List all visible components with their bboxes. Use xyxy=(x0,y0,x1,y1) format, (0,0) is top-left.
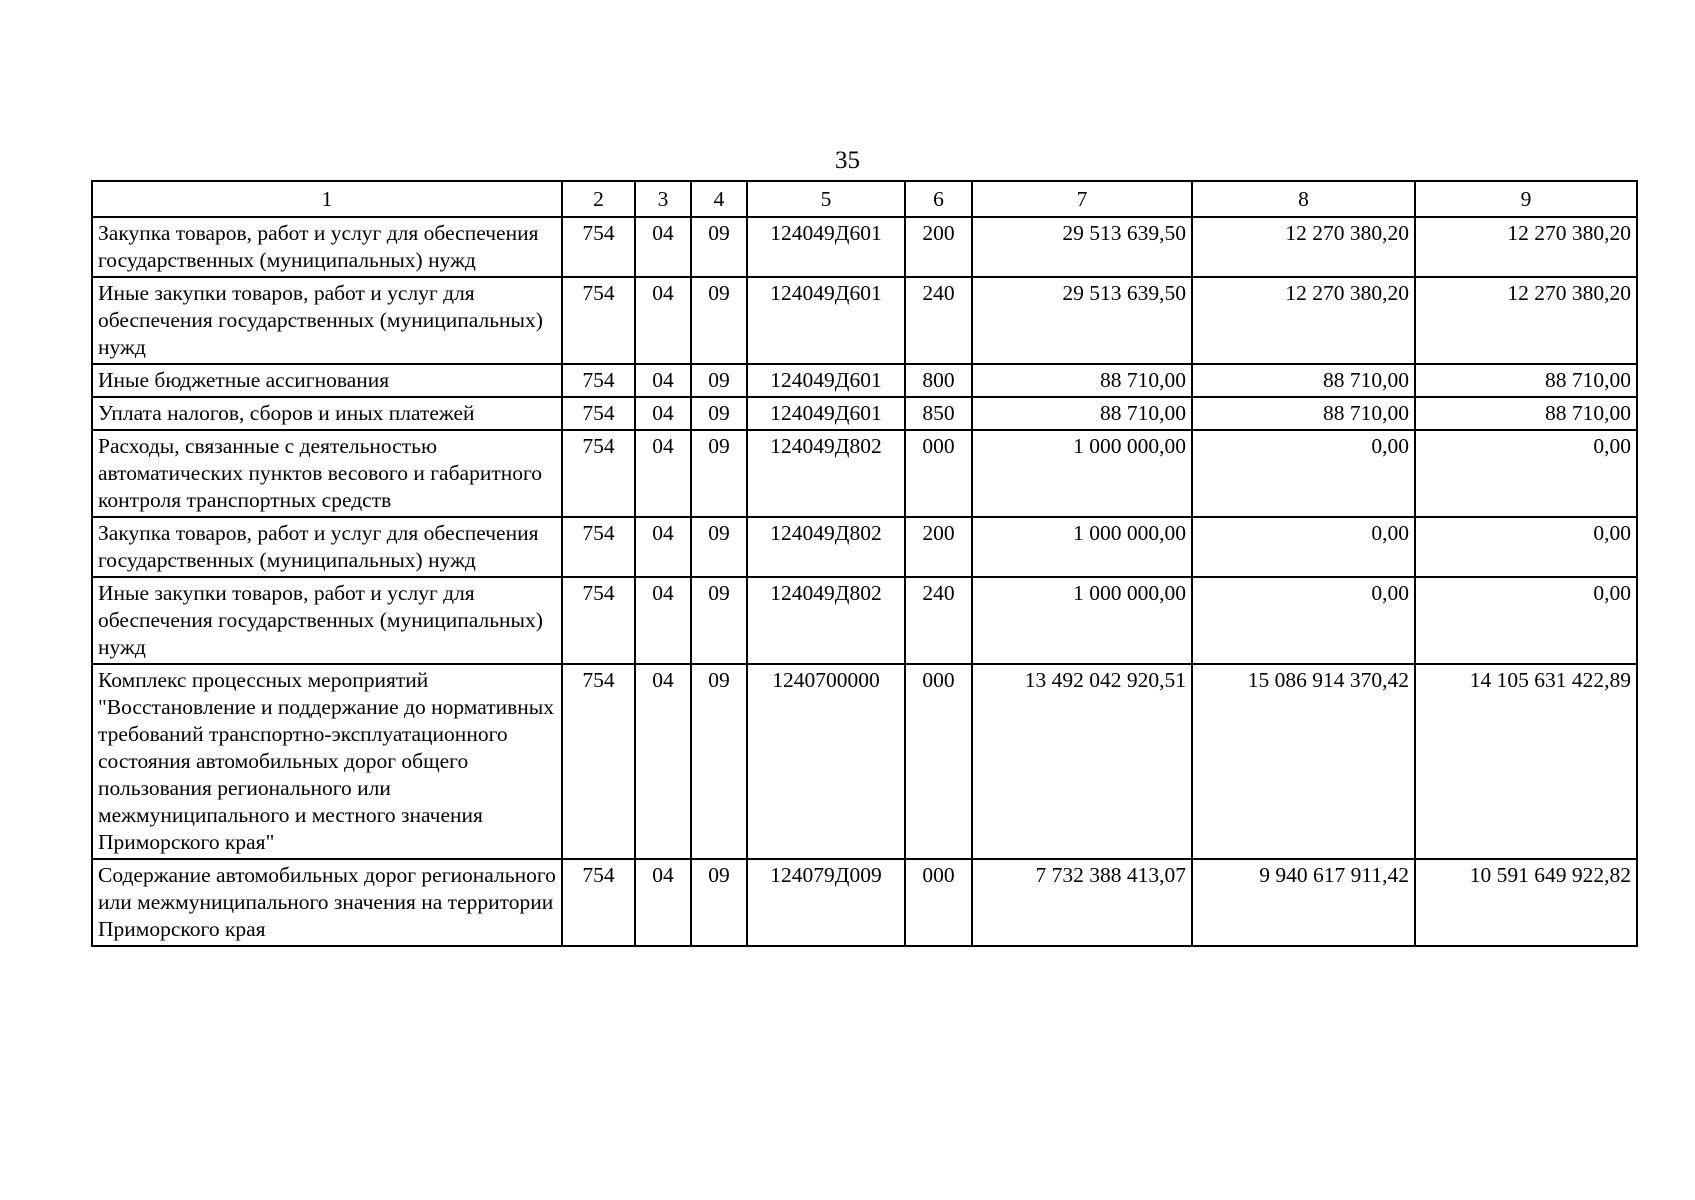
amount-col8-cell: 15 086 914 370,42 xyxy=(1192,664,1415,859)
section-code-cell: 04 xyxy=(635,364,691,397)
section-code-cell: 04 xyxy=(635,277,691,364)
column-header: 5 xyxy=(747,181,905,217)
subsection-code-cell: 09 xyxy=(691,517,747,577)
target-article-cell: 1240700000 xyxy=(747,664,905,859)
subsection-code-cell: 09 xyxy=(691,577,747,664)
subsection-code-cell: 09 xyxy=(691,397,747,430)
expense-name-cell: Комплекс процессных мероприятий "Восстановление и поддержание до нормативных требований транспортно-эксплуатационного состояния автомобильных дорог общего пользования регионального или межмуниципального и местного значения Приморского края" xyxy=(92,664,562,859)
amount-col7-cell: 88 710,00 xyxy=(972,397,1192,430)
target-article-cell: 124049Д601 xyxy=(747,217,905,277)
table-row xyxy=(92,577,1637,664)
subsection-code-cell: 09 xyxy=(691,430,747,517)
amount-col7-cell: 13 492 042 920,51 xyxy=(972,664,1192,859)
amount-col7-cell: 7 732 388 413,07 xyxy=(972,859,1192,946)
section-code-cell: 04 xyxy=(635,517,691,577)
department-code-cell: 754 xyxy=(562,217,635,277)
department-code-cell: 754 xyxy=(562,430,635,517)
amount-col8-cell: 0,00 xyxy=(1192,430,1415,517)
department-code-cell: 754 xyxy=(562,664,635,859)
expense-name-cell: Расходы, связанные с деятельностью автоматических пунктов весового и габаритного контроля транспортных средств xyxy=(92,430,562,517)
amount-col8-cell: 12 270 380,20 xyxy=(1192,217,1415,277)
table-row xyxy=(92,430,1637,517)
amount-col9-cell: 12 270 380,20 xyxy=(1415,277,1637,364)
column-header: 2 xyxy=(562,181,635,217)
expense-name-cell: Уплата налогов, сборов и иных платежей xyxy=(92,397,562,430)
table-row xyxy=(92,517,1637,577)
subsection-code-cell: 09 xyxy=(691,664,747,859)
department-code-cell: 754 xyxy=(562,397,635,430)
column-header: 6 xyxy=(905,181,972,217)
section-code-cell: 04 xyxy=(635,664,691,859)
department-code-cell: 754 xyxy=(562,364,635,397)
target-article-cell: 124049Д601 xyxy=(747,397,905,430)
table-row xyxy=(92,397,1637,430)
department-code-cell: 754 xyxy=(562,277,635,364)
amount-col7-cell: 1 000 000,00 xyxy=(972,577,1192,664)
amount-col9-cell: 88 710,00 xyxy=(1415,397,1637,430)
section-code-cell: 04 xyxy=(635,577,691,664)
table-row xyxy=(92,217,1637,277)
department-code-cell: 754 xyxy=(562,577,635,664)
expense-type-cell: 850 xyxy=(905,397,972,430)
expense-name-cell: Закупка товаров, работ и услуг для обеспечения государственных (муниципальных) нужд xyxy=(92,217,562,277)
expense-type-cell: 240 xyxy=(905,277,972,364)
section-code-cell: 04 xyxy=(635,217,691,277)
expense-name-cell: Содержание автомобильных дорог регионального или межмуниципального значения на территории Приморского края xyxy=(92,859,562,946)
amount-col8-cell: 88 710,00 xyxy=(1192,364,1415,397)
expense-name-cell: Иные закупки товаров, работ и услуг для обеспечения государственных (муниципальных) нужд xyxy=(92,577,562,664)
expense-type-cell: 000 xyxy=(905,859,972,946)
amount-col8-cell: 0,00 xyxy=(1192,517,1415,577)
amount-col9-cell: 0,00 xyxy=(1415,577,1637,664)
subsection-code-cell: 09 xyxy=(691,364,747,397)
target-article-cell: 124079Д009 xyxy=(747,859,905,946)
column-header: 8 xyxy=(1192,181,1415,217)
table-row xyxy=(92,277,1637,364)
column-header: 7 xyxy=(972,181,1192,217)
section-code-cell: 04 xyxy=(635,397,691,430)
expense-type-cell: 000 xyxy=(905,664,972,859)
department-code-cell: 754 xyxy=(562,859,635,946)
target-article-cell: 124049Д601 xyxy=(747,277,905,364)
expense-name-cell: Закупка товаров, работ и услуг для обеспечения государственных (муниципальных) нужд xyxy=(92,517,562,577)
amount-col8-cell: 0,00 xyxy=(1192,577,1415,664)
subsection-code-cell: 09 xyxy=(691,277,747,364)
budget-table xyxy=(91,180,1638,947)
subsection-code-cell: 09 xyxy=(691,859,747,946)
amount-col9-cell: 0,00 xyxy=(1415,517,1637,577)
expense-type-cell: 240 xyxy=(905,577,972,664)
expense-type-cell: 200 xyxy=(905,517,972,577)
column-header: 1 xyxy=(92,181,562,217)
target-article-cell: 124049Д802 xyxy=(747,430,905,517)
expense-type-cell: 200 xyxy=(905,217,972,277)
department-code-cell: 754 xyxy=(562,517,635,577)
page-number: 35 xyxy=(835,147,860,174)
section-code-cell: 04 xyxy=(635,430,691,517)
expense-type-cell: 000 xyxy=(905,430,972,517)
expense-name-cell: Иные закупки товаров, работ и услуг для обеспечения государственных (муниципальных) нужд xyxy=(92,277,562,364)
amount-col7-cell: 88 710,00 xyxy=(972,364,1192,397)
target-article-cell: 124049Д802 xyxy=(747,577,905,664)
amount-col8-cell: 12 270 380,20 xyxy=(1192,277,1415,364)
column-header: 4 xyxy=(691,181,747,217)
column-header: 9 xyxy=(1415,181,1637,217)
subsection-code-cell: 09 xyxy=(691,217,747,277)
amount-col9-cell: 12 270 380,20 xyxy=(1415,217,1637,277)
header-row xyxy=(92,181,1637,217)
amount-col9-cell: 14 105 631 422,89 xyxy=(1415,664,1637,859)
amount-col7-cell: 29 513 639,50 xyxy=(972,217,1192,277)
section-code-cell: 04 xyxy=(635,859,691,946)
amount-col9-cell: 10 591 649 922,82 xyxy=(1415,859,1637,946)
amount-col9-cell: 0,00 xyxy=(1415,430,1637,517)
amount-col8-cell: 88 710,00 xyxy=(1192,397,1415,430)
amount-col7-cell: 1 000 000,00 xyxy=(972,517,1192,577)
table-row xyxy=(92,859,1637,946)
amount-col7-cell: 1 000 000,00 xyxy=(972,430,1192,517)
column-header: 3 xyxy=(635,181,691,217)
target-article-cell: 124049Д601 xyxy=(747,364,905,397)
table-row xyxy=(92,364,1637,397)
amount-col7-cell: 29 513 639,50 xyxy=(972,277,1192,364)
table-row xyxy=(92,664,1637,859)
amount-col9-cell: 88 710,00 xyxy=(1415,364,1637,397)
target-article-cell: 124049Д802 xyxy=(747,517,905,577)
expense-type-cell: 800 xyxy=(905,364,972,397)
amount-col8-cell: 9 940 617 911,42 xyxy=(1192,859,1415,946)
expense-name-cell: Иные бюджетные ассигнования xyxy=(92,364,562,397)
